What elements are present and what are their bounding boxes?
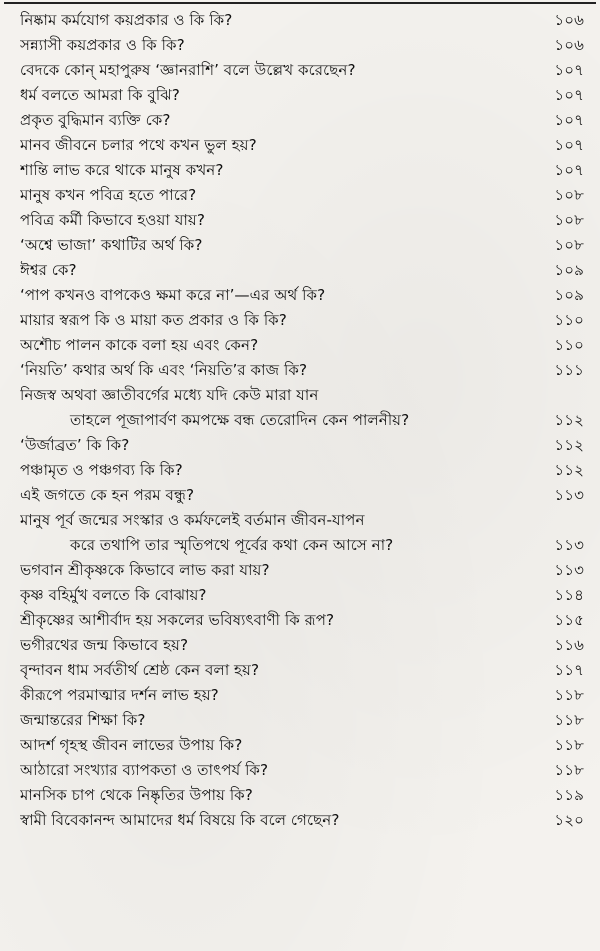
toc-entry-title: বেদকে কোন্ মহাপুরুষ ‘জ্ঞানরাশি’ বলে উল্লেখ করেছেন? xyxy=(20,61,356,79)
toc-entry-page-number: ১২০ xyxy=(554,811,584,829)
toc-entry xyxy=(20,33,584,58)
toc-entry-title: মানুষ পূর্ব জন্মের সংস্কার ও কর্মফলেই বর্তমান জীবন-যাপন xyxy=(20,511,365,529)
toc-entry-title: তাহলে পূজাপার্বণ কমপক্ষে বন্ধ তেরোদিন কেন পালনীয়? xyxy=(70,411,410,429)
toc-entry-title: মানুষ কখন পবিত্র হতে পারে? xyxy=(20,186,197,204)
toc-entry-title: ধর্ম বলতে আমরা কি বুঝি? xyxy=(20,86,180,104)
toc-entry xyxy=(20,783,584,808)
toc-entry xyxy=(20,683,584,708)
toc-entry-title: ‘নিয়তি’ কথার অর্থ কি এবং ‘নিয়তি’র কাজ কি? xyxy=(20,361,308,379)
toc-entry-title: শ্রীকৃষ্ণের আশীর্বাদ হয় সকলের ভবিষ্যৎবাণী কি রূপ? xyxy=(20,611,335,629)
toc-entry xyxy=(20,808,584,833)
toc-entry xyxy=(20,583,584,608)
toc-entry xyxy=(20,708,584,733)
toc-entry xyxy=(20,608,584,633)
toc-entry-title: সন্ন্যাসী কয়প্রকার ও কি কি? xyxy=(20,36,185,54)
toc-entry-page-number: ১১০ xyxy=(554,311,584,329)
toc-entry xyxy=(20,308,584,333)
toc-entry xyxy=(20,433,584,458)
toc-entry-title: কৃষ্ণ বহির্মুখ বলতে কি বোঝায়? xyxy=(20,586,207,604)
toc-entry-title: নিষ্কাম কর্মযোগ কয়প্রকার ও কি কি? xyxy=(20,11,233,29)
toc-entry-page-number: ১১৮ xyxy=(554,736,584,754)
toc-entry-title: ঈশ্বর কে? xyxy=(20,261,77,279)
toc-entry-title: প্রকৃত বুদ্ধিমান ব্যক্তি কে? xyxy=(20,111,171,129)
toc-entry xyxy=(20,508,584,533)
toc-entry xyxy=(20,658,584,683)
toc-entry-title: ‘অশ্বে ভাজা’ কথাটির অর্থ কি? xyxy=(20,236,203,254)
toc-entry-title: করে তথাপি তার স্মৃতিপথে পূর্বের কথা কেন আসে না? xyxy=(70,536,394,554)
toc-entry-page-number: ১১৯ xyxy=(554,786,584,804)
toc-entry-title: আঠারো সংখ্যার ব্যাপকতা ও তাৎপর্য কি? xyxy=(20,761,269,779)
toc-entry xyxy=(20,283,584,308)
toc-entry-title: নিজস্ব অথবা জ্ঞাতীবর্গের মধ্যে যদি কেউ মারা যান xyxy=(20,386,319,404)
toc-entry xyxy=(20,108,584,133)
toc-entry-title: শান্তি লাভ করে থাকে মানুষ কখন? xyxy=(20,161,224,179)
toc-entry xyxy=(20,333,584,358)
toc-entry-page-number: ১০৭ xyxy=(554,86,584,104)
toc-entry-title: এই জগতে কে হন পরম বন্ধু? xyxy=(20,486,195,504)
toc-entry-title: স্বামী বিবেকানন্দ আমাদের ধর্ম বিষয়ে কি বলে গেছেন? xyxy=(20,811,340,829)
toc-entry-page-number: ১১৮ xyxy=(554,761,584,779)
toc-entry-page-number: ১০৭ xyxy=(554,161,584,179)
toc-entry-title: অশৌচ পালন কাকে বলা হয় এবং কেন? xyxy=(20,336,259,354)
toc-entry xyxy=(20,458,584,483)
toc-entry-title: আদর্শ গৃহস্থ জীবন লাভের উপায় কি? xyxy=(20,736,243,754)
toc-entry-title: ‘পাপ কখনও বাপকেও ক্ষমা করে না’—এর অর্থ কি? xyxy=(20,286,326,304)
toc-entry xyxy=(20,558,584,583)
toc-entry xyxy=(20,358,584,383)
toc-entry-page-number: ১১৩ xyxy=(554,536,584,554)
toc-entry xyxy=(20,483,584,508)
toc-entry-page-number: ১১২ xyxy=(554,411,584,429)
toc-entry xyxy=(20,408,584,433)
toc-entry-title: পঞ্চামৃত ও পঞ্চগব্য কি কি? xyxy=(20,461,183,479)
toc-entry xyxy=(20,183,584,208)
toc-entry-page-number: ১১৭ xyxy=(554,661,584,679)
toc-entry-page-number: ১১০ xyxy=(554,336,584,354)
toc-entry-title: মানসিক চাপ থেকে নিষ্কৃতির উপায় কি? xyxy=(20,786,253,804)
toc-entry-title: ভগীরথের জন্ম কিভাবে হয়? xyxy=(20,636,189,654)
toc-entry xyxy=(20,258,584,283)
toc-entry xyxy=(20,8,584,33)
toc-entry-page-number: ১১৪ xyxy=(554,586,584,604)
toc-entry-page-number: ১০৮ xyxy=(554,236,584,254)
toc-entry-page-number: ১১৮ xyxy=(554,711,584,729)
toc-entry-page-number: ১১৫ xyxy=(554,611,584,629)
toc-entry xyxy=(20,733,584,758)
toc-entry-page-number: ১০৯ xyxy=(554,286,584,304)
toc-entry xyxy=(20,58,584,83)
toc-entry-page-number: ১১৮ xyxy=(554,686,584,704)
toc-entry xyxy=(20,208,584,233)
toc-entry xyxy=(20,758,584,783)
toc-entry-title: জন্মান্তরের শিক্ষা কি? xyxy=(20,711,146,729)
table-of-contents xyxy=(20,8,584,833)
toc-entry-page-number: ১১৩ xyxy=(554,486,584,504)
toc-entry xyxy=(20,383,584,408)
toc-entry-page-number: ১০৯ xyxy=(554,261,584,279)
toc-entry-page-number: ১১২ xyxy=(554,461,584,479)
toc-entry-title: বৃন্দাবন ধাম সর্বতীর্থ শ্রেষ্ঠ কেন বলা হয়? xyxy=(20,661,260,679)
toc-entry-page-number: ১০৮ xyxy=(554,211,584,229)
toc-entry xyxy=(20,83,584,108)
toc-entry-page-number: ১০৬ xyxy=(554,36,584,54)
toc-entry-title: ভগবান শ্রীকৃষ্ণকে কিভাবে লাভ করা যায়? xyxy=(20,561,270,579)
top-rule xyxy=(4,2,596,4)
toc-entry xyxy=(20,233,584,258)
toc-entry-page-number: ১১১ xyxy=(554,361,584,379)
toc-entry-title: পবিত্র কর্মী কিভাবে হওয়া যায়? xyxy=(20,211,205,229)
toc-entry-page-number: ১০৮ xyxy=(554,186,584,204)
toc-entry-page-number: ১১৩ xyxy=(554,561,584,579)
toc-entry-page-number: ১০৬ xyxy=(554,11,584,29)
toc-entry-page-number: ১১২ xyxy=(554,436,584,454)
toc-entry xyxy=(20,633,584,658)
toc-entry-page-number: ১০৭ xyxy=(554,61,584,79)
toc-entry-title: ‘উর্জাব্রত’ কি কি? xyxy=(20,436,130,454)
toc-entry-title: মানব জীবনে চলার পথে কখন ভুল হয়? xyxy=(20,136,257,154)
toc-entry-page-number: ১০৭ xyxy=(554,111,584,129)
toc-entry-title: মায়ার স্বরূপ কি ও মায়া কত প্রকার ও কি কি? xyxy=(20,311,287,329)
toc-entry xyxy=(20,533,584,558)
toc-entry-page-number: ১০৭ xyxy=(554,136,584,154)
toc-entry-title: কীরূপে পরমাত্মার দর্শন লাভ হয়? xyxy=(20,686,219,704)
toc-entry xyxy=(20,133,584,158)
toc-entry xyxy=(20,158,584,183)
toc-entry-page-number: ১১৬ xyxy=(554,636,584,654)
